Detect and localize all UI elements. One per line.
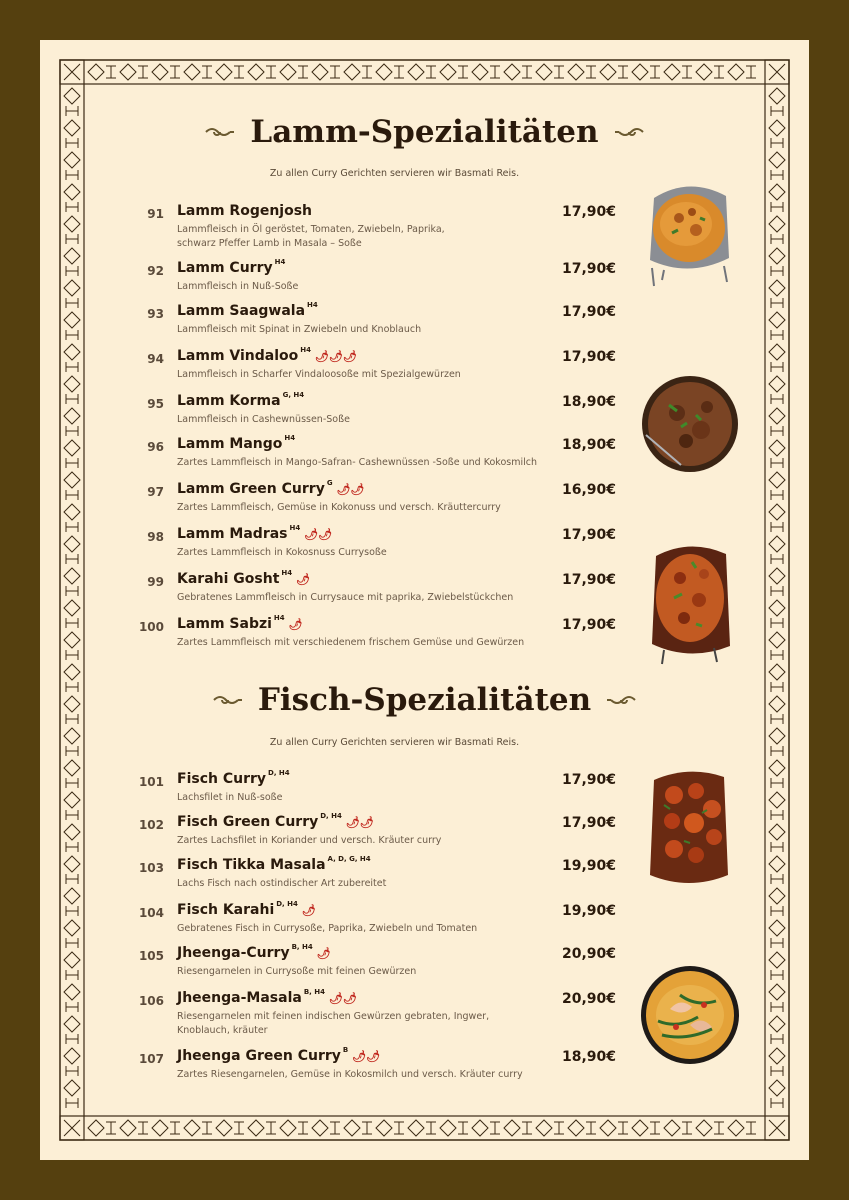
item-description-line: Zartes Lachsfilet in Koriander und versch. Kräuter curry <box>177 835 442 846</box>
item-name <box>177 990 357 1006</box>
item-description-line: Zartes Lammfleisch in Kokosnuss Currysoße <box>177 547 387 558</box>
allergen-codes: H4 <box>281 569 293 577</box>
section-subtitle: Zu allen Curry Gerichten servieren wir Basmati Reis. <box>269 737 520 748</box>
chili-pepper-icon: 🌶🌶🌶 <box>315 350 357 363</box>
item-price: 20,90€ <box>561 946 616 962</box>
item-description <box>177 456 537 470</box>
chili-pepper-icon: 🌶🌶 <box>304 528 333 541</box>
item-number: 94 <box>147 352 164 366</box>
allergen-codes: H4 <box>307 301 318 309</box>
allergen-codes: D, H4 <box>320 812 342 820</box>
flourish-right-icon <box>605 693 637 707</box>
item-name-text: Fisch Tikka Masala <box>177 857 326 873</box>
chili-pepper-icon: 🌶 <box>316 947 331 960</box>
chili-pepper-icon: 🌶 <box>296 573 311 586</box>
item-name-text: Lamm Sabzi <box>177 616 272 632</box>
shrimp-skewers-image <box>644 765 734 900</box>
item-description <box>177 501 537 515</box>
item-price: 18,90€ <box>561 437 616 453</box>
item-name-text: Jheenga Green Curry <box>177 1048 341 1064</box>
allergen-codes: B <box>342 1046 349 1054</box>
item-name-text: Fisch Green Curry <box>177 814 319 830</box>
menu-page <box>40 40 809 1160</box>
item-name <box>177 771 294 787</box>
item-number: 106 <box>138 994 164 1008</box>
chili-pepper-icon: 🌶🌶 <box>329 992 357 1005</box>
section-title-lamm <box>40 114 809 150</box>
item-description <box>177 546 537 560</box>
item-description-line: Riesengarnelen mit feinen indischen Gewürzen gebraten, Ingwer, <box>177 1011 490 1022</box>
item-number: 103 <box>138 861 164 875</box>
item-name <box>177 857 375 873</box>
item-number: 92 <box>147 264 164 278</box>
item-description <box>177 323 537 337</box>
prawn-curry-bowl-image <box>640 965 740 1065</box>
item-number: 93 <box>147 307 164 321</box>
allergen-codes: H4 <box>284 434 296 442</box>
item-description <box>177 791 537 805</box>
item-price: 17,90€ <box>561 572 616 588</box>
item-number: 107 <box>138 1052 164 1066</box>
allergen-codes: H4 <box>274 258 286 266</box>
chili-pepper-icon: 🌶🌶 <box>352 1050 381 1063</box>
item-name <box>177 902 316 918</box>
item-price: 18,90€ <box>561 1049 616 1065</box>
item-description <box>177 591 537 605</box>
item-description <box>177 922 537 936</box>
item-description <box>177 223 537 251</box>
item-name <box>177 1048 380 1064</box>
item-description-line: Riesengarnelen in Currysoße mit feinen Gewürzen <box>177 966 417 977</box>
item-description-line: Gebratenes Fisch in Currysoße, Paprika, Zwiebeln und Tomaten <box>177 923 478 934</box>
item-price: 17,90€ <box>561 772 616 788</box>
item-price: 17,90€ <box>561 617 616 633</box>
item-name-text: Lamm Vindaloo <box>177 348 299 364</box>
item-number: 104 <box>138 906 164 920</box>
item-name-text: Lamm Mango <box>177 436 283 452</box>
item-price: 17,90€ <box>561 527 616 543</box>
item-name <box>177 203 318 219</box>
item-price: 17,90€ <box>561 261 616 277</box>
item-number: 96 <box>147 440 164 454</box>
item-price: 19,90€ <box>561 858 616 874</box>
item-name <box>177 436 299 452</box>
item-name <box>177 616 303 632</box>
item-name <box>177 526 332 542</box>
chili-pepper-icon: 🌶 <box>301 904 316 917</box>
allergen-codes: B, H4 <box>303 988 325 996</box>
lamb-curry-bowl-image <box>641 375 739 473</box>
item-description-line: Lammfleisch in Nuß-Soße <box>177 281 299 292</box>
section-subtitle: Zu allen Curry Gerichten servieren wir Basmati Reis. <box>269 168 520 179</box>
item-number: 105 <box>138 949 164 963</box>
item-name <box>177 481 365 497</box>
allergen-codes: H4 <box>289 524 301 532</box>
item-description-line: Zartes Riesengarnelen, Gemüse in Kokosmilch und versch. Kräuter curry <box>177 1069 523 1080</box>
item-name <box>177 303 322 319</box>
item-description <box>177 368 537 382</box>
item-price: 17,90€ <box>561 304 616 320</box>
item-number: 100 <box>138 620 164 634</box>
item-description <box>177 834 537 848</box>
item-number: 102 <box>138 818 164 832</box>
item-price: 18,90€ <box>561 394 616 410</box>
item-description-line: Knoblauch, kräuter <box>177 1025 268 1036</box>
item-price: 17,90€ <box>561 204 616 220</box>
item-number: 99 <box>147 575 164 589</box>
item-description <box>177 636 537 650</box>
allergen-codes: G, H4 <box>282 391 305 399</box>
item-name-text: Fisch Curry <box>177 771 267 787</box>
item-name <box>177 945 331 961</box>
allergen-codes: B, H4 <box>291 943 313 951</box>
allergen-codes: G <box>326 479 333 487</box>
item-name <box>177 571 310 587</box>
allergen-codes: H4 <box>273 614 285 622</box>
section-title-fisch <box>40 682 809 718</box>
item-name <box>177 393 308 409</box>
item-name <box>177 260 289 276</box>
item-price: 16,90€ <box>561 482 616 498</box>
item-description-line: Lammfleisch in Öl geröstet, Tomaten, Zwiebeln, Paprika, <box>177 224 445 235</box>
allergen-codes: D, H4 <box>276 900 298 908</box>
item-description <box>177 965 537 979</box>
item-description-line: schwarz Pfeffer Lamb in Masala – Soße <box>177 238 362 249</box>
item-description <box>177 877 537 891</box>
flourish-right-icon <box>613 125 645 139</box>
item-description <box>177 1068 537 1082</box>
item-description-line: Lammfleisch in Scharfer Vindaloosoße mit Spezialgewürzen <box>177 369 461 380</box>
item-description-line: Gebratenes Lammfleisch in Currysauce mit paprika, Zwiebelstückchen <box>177 592 514 603</box>
allergen-codes: H4 <box>300 346 312 354</box>
item-description-line: Zartes Lammfleisch in Mango-Safran- Cashewnüssen -Soße und Kokosmilch <box>177 457 537 468</box>
item-number: 95 <box>147 397 164 411</box>
rogan-josh-dish-image <box>644 178 734 288</box>
section-title-text: Lamm-Spezialitäten <box>250 114 599 150</box>
chili-pepper-icon: 🌶 <box>288 618 303 631</box>
item-name-text: Lamm Madras <box>177 526 288 542</box>
item-price: 20,90€ <box>561 991 616 1007</box>
item-name-text: Lamm Curry <box>177 260 273 276</box>
item-name-text: Lamm Green Curry <box>177 481 325 497</box>
item-description-line: Lachs Fisch nach ostindischer Art zubereitet <box>177 878 387 889</box>
chili-pepper-icon: 🌶🌶 <box>336 483 365 496</box>
item-description-line: Zartes Lammfleisch, Gemüse in Kokonuss und versch. Kräuttercurry <box>177 502 501 513</box>
allergen-codes: A, D, G, H4 <box>327 855 371 863</box>
item-description <box>177 413 537 427</box>
item-price: 17,90€ <box>561 349 616 365</box>
item-description-line: Zartes Lammfleisch mit verschiedenem frischem Gemüse und Gewürzen <box>177 637 525 648</box>
item-name <box>177 348 357 364</box>
item-number: 98 <box>147 530 164 544</box>
item-name-text: Jheenga-Curry <box>177 945 290 961</box>
flourish-left-icon <box>212 693 244 707</box>
item-price: 19,90€ <box>561 903 616 919</box>
item-number: 101 <box>138 775 164 789</box>
item-name-text: Fisch Karahi <box>177 902 275 918</box>
item-price: 17,90€ <box>561 815 616 831</box>
item-name-text: Lamm Korma <box>177 393 281 409</box>
item-name-text: Jheenga-Masala <box>177 990 302 1006</box>
item-name-text: Karahi Gosht <box>177 571 280 587</box>
item-description <box>177 280 537 294</box>
item-name-text: Lamm Saagwala <box>177 303 306 319</box>
item-description-line: Lammfleisch in Cashewnüssen-Soße <box>177 414 350 425</box>
section-title-text: Fisch-Spezialitäten <box>257 682 592 718</box>
karahi-dish-image <box>644 538 736 668</box>
item-description-line: Lammfleisch mit Spinat in Zwiebeln und Knoblauch <box>177 324 422 335</box>
item-number: 97 <box>147 485 164 499</box>
chili-pepper-icon: 🌶🌶 <box>345 816 374 829</box>
item-name <box>177 814 374 830</box>
allergen-codes: D, H4 <box>268 769 290 777</box>
item-description-line: Lachsfilet in Nuß-soße <box>177 792 283 803</box>
item-description <box>177 1010 537 1038</box>
item-number: 91 <box>147 207 164 221</box>
flourish-left-icon <box>204 125 236 139</box>
item-name-text: Lamm Rogenjosh <box>177 203 313 219</box>
